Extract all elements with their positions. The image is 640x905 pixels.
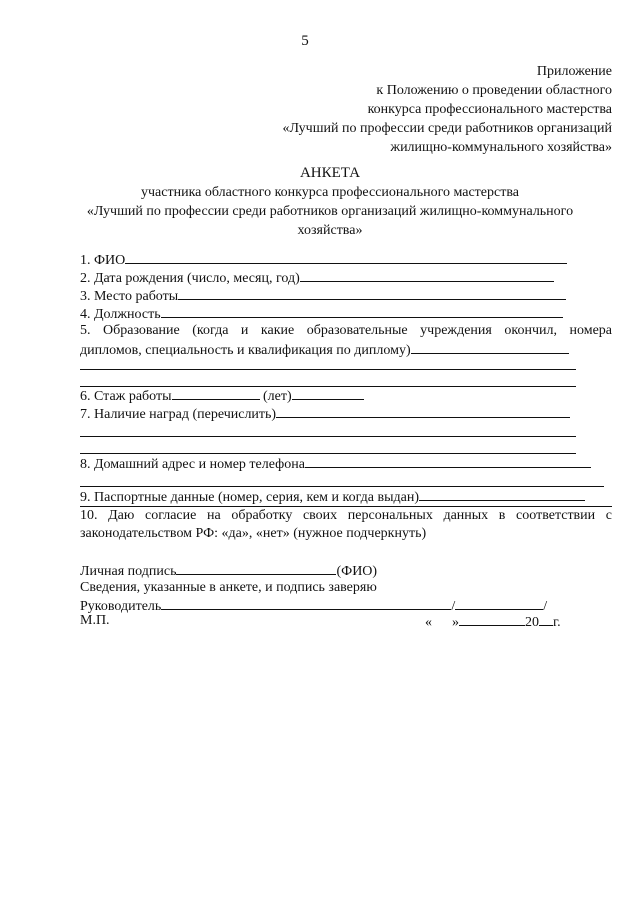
title-line: хозяйства» — [297, 223, 363, 238]
field-label: 7. Наличие наград (перечислить) — [80, 407, 277, 422]
signature-label: Личная подпись — [80, 564, 177, 579]
field-label: дипломов, специальность и квалификация по диплому) — [80, 343, 411, 358]
field-workplace — [80, 286, 566, 306]
year-suffix: г. — [553, 615, 561, 630]
field-experience — [80, 386, 364, 406]
address-blank[interactable] — [305, 454, 591, 468]
stamp-line — [80, 612, 110, 630]
appendix-header — [283, 62, 612, 157]
field-label: 6. Стаж работы — [80, 389, 172, 404]
slash: / — [451, 599, 456, 614]
birthdate-blank[interactable] — [300, 268, 554, 282]
field-label: 9. Паспортные данные (номер, серия, кем и когда выдан) — [80, 490, 420, 505]
awards-blank[interactable] — [276, 404, 570, 418]
education-blank[interactable] — [411, 340, 569, 354]
personal-signature — [80, 561, 377, 581]
fio-label: (ФИО) — [336, 564, 378, 579]
field-position — [80, 304, 563, 324]
field-label: 2. Дата рождения (число, месяц, год) — [80, 271, 300, 286]
workplace-blank[interactable] — [178, 286, 566, 300]
appendix-line: «Лучший по профессии среди работников организаций — [282, 121, 612, 136]
field-label: 4. Должность — [80, 307, 161, 322]
title-line: участника областного конкурса профессионального мастерства — [141, 185, 519, 200]
field-awards — [80, 404, 570, 424]
field-passport — [80, 487, 585, 507]
field-fio — [80, 250, 567, 270]
experience-unit-blank[interactable] — [292, 386, 364, 400]
field-consent-cont: законодательством РФ: «да», «нет» (нужное подчеркнуть) — [80, 526, 427, 541]
passport-blank[interactable] — [419, 487, 585, 501]
stamp-label: М.П. — [80, 613, 110, 628]
title-heading: АНКЕТА — [299, 165, 361, 181]
signature-blank[interactable] — [176, 561, 336, 575]
experience-unit: (лет) — [263, 389, 292, 404]
head-name-blank[interactable] — [455, 596, 543, 610]
appendix-line: Приложение — [536, 64, 612, 79]
field-birthdate — [80, 268, 554, 288]
date-month-blank[interactable] — [459, 612, 525, 626]
appendix-line: конкурса профессионального мастерства — [367, 102, 612, 117]
education-extra-line[interactable] — [80, 369, 576, 370]
form-title — [40, 164, 620, 240]
appendix-line: к Положению о проведении областного — [376, 83, 612, 98]
position-blank[interactable] — [161, 304, 563, 318]
head-signature-blank[interactable] — [161, 596, 451, 610]
field-education-cont — [80, 340, 569, 360]
year-prefix: 20 — [525, 615, 539, 630]
field-education: 5. Образование (когда и какие образовательные учреждения окончил, номера — [80, 323, 612, 338]
appendix-line: жилищно-коммунального хозяйства» — [390, 140, 612, 155]
awards-extra-line[interactable] — [80, 436, 576, 437]
experience-blank[interactable] — [172, 386, 260, 400]
slash: / — [543, 599, 548, 614]
quote-close: » — [452, 615, 459, 630]
date-line — [425, 612, 561, 632]
field-consent: 10. Даю согласие на обработку своих персональных данных в соответствии с — [80, 508, 612, 523]
field-label: 8. Домашний адрес и номер телефона — [80, 457, 305, 472]
certify-text: Сведения, указанные в анкете, и подпись заверяю — [80, 580, 377, 595]
quote-open: « — [425, 615, 432, 630]
title-line: «Лучший по профессии среди работников организаций жилищно-коммунального — [86, 204, 574, 219]
head-label: Руководитель — [80, 599, 162, 614]
page-number: 5 — [301, 33, 309, 49]
year-blank[interactable] — [539, 612, 553, 626]
field-address — [80, 454, 591, 474]
field-label: 1. ФИО — [80, 253, 126, 268]
field-label: 3. Место работы — [80, 289, 179, 304]
fio-blank[interactable] — [125, 250, 567, 264]
